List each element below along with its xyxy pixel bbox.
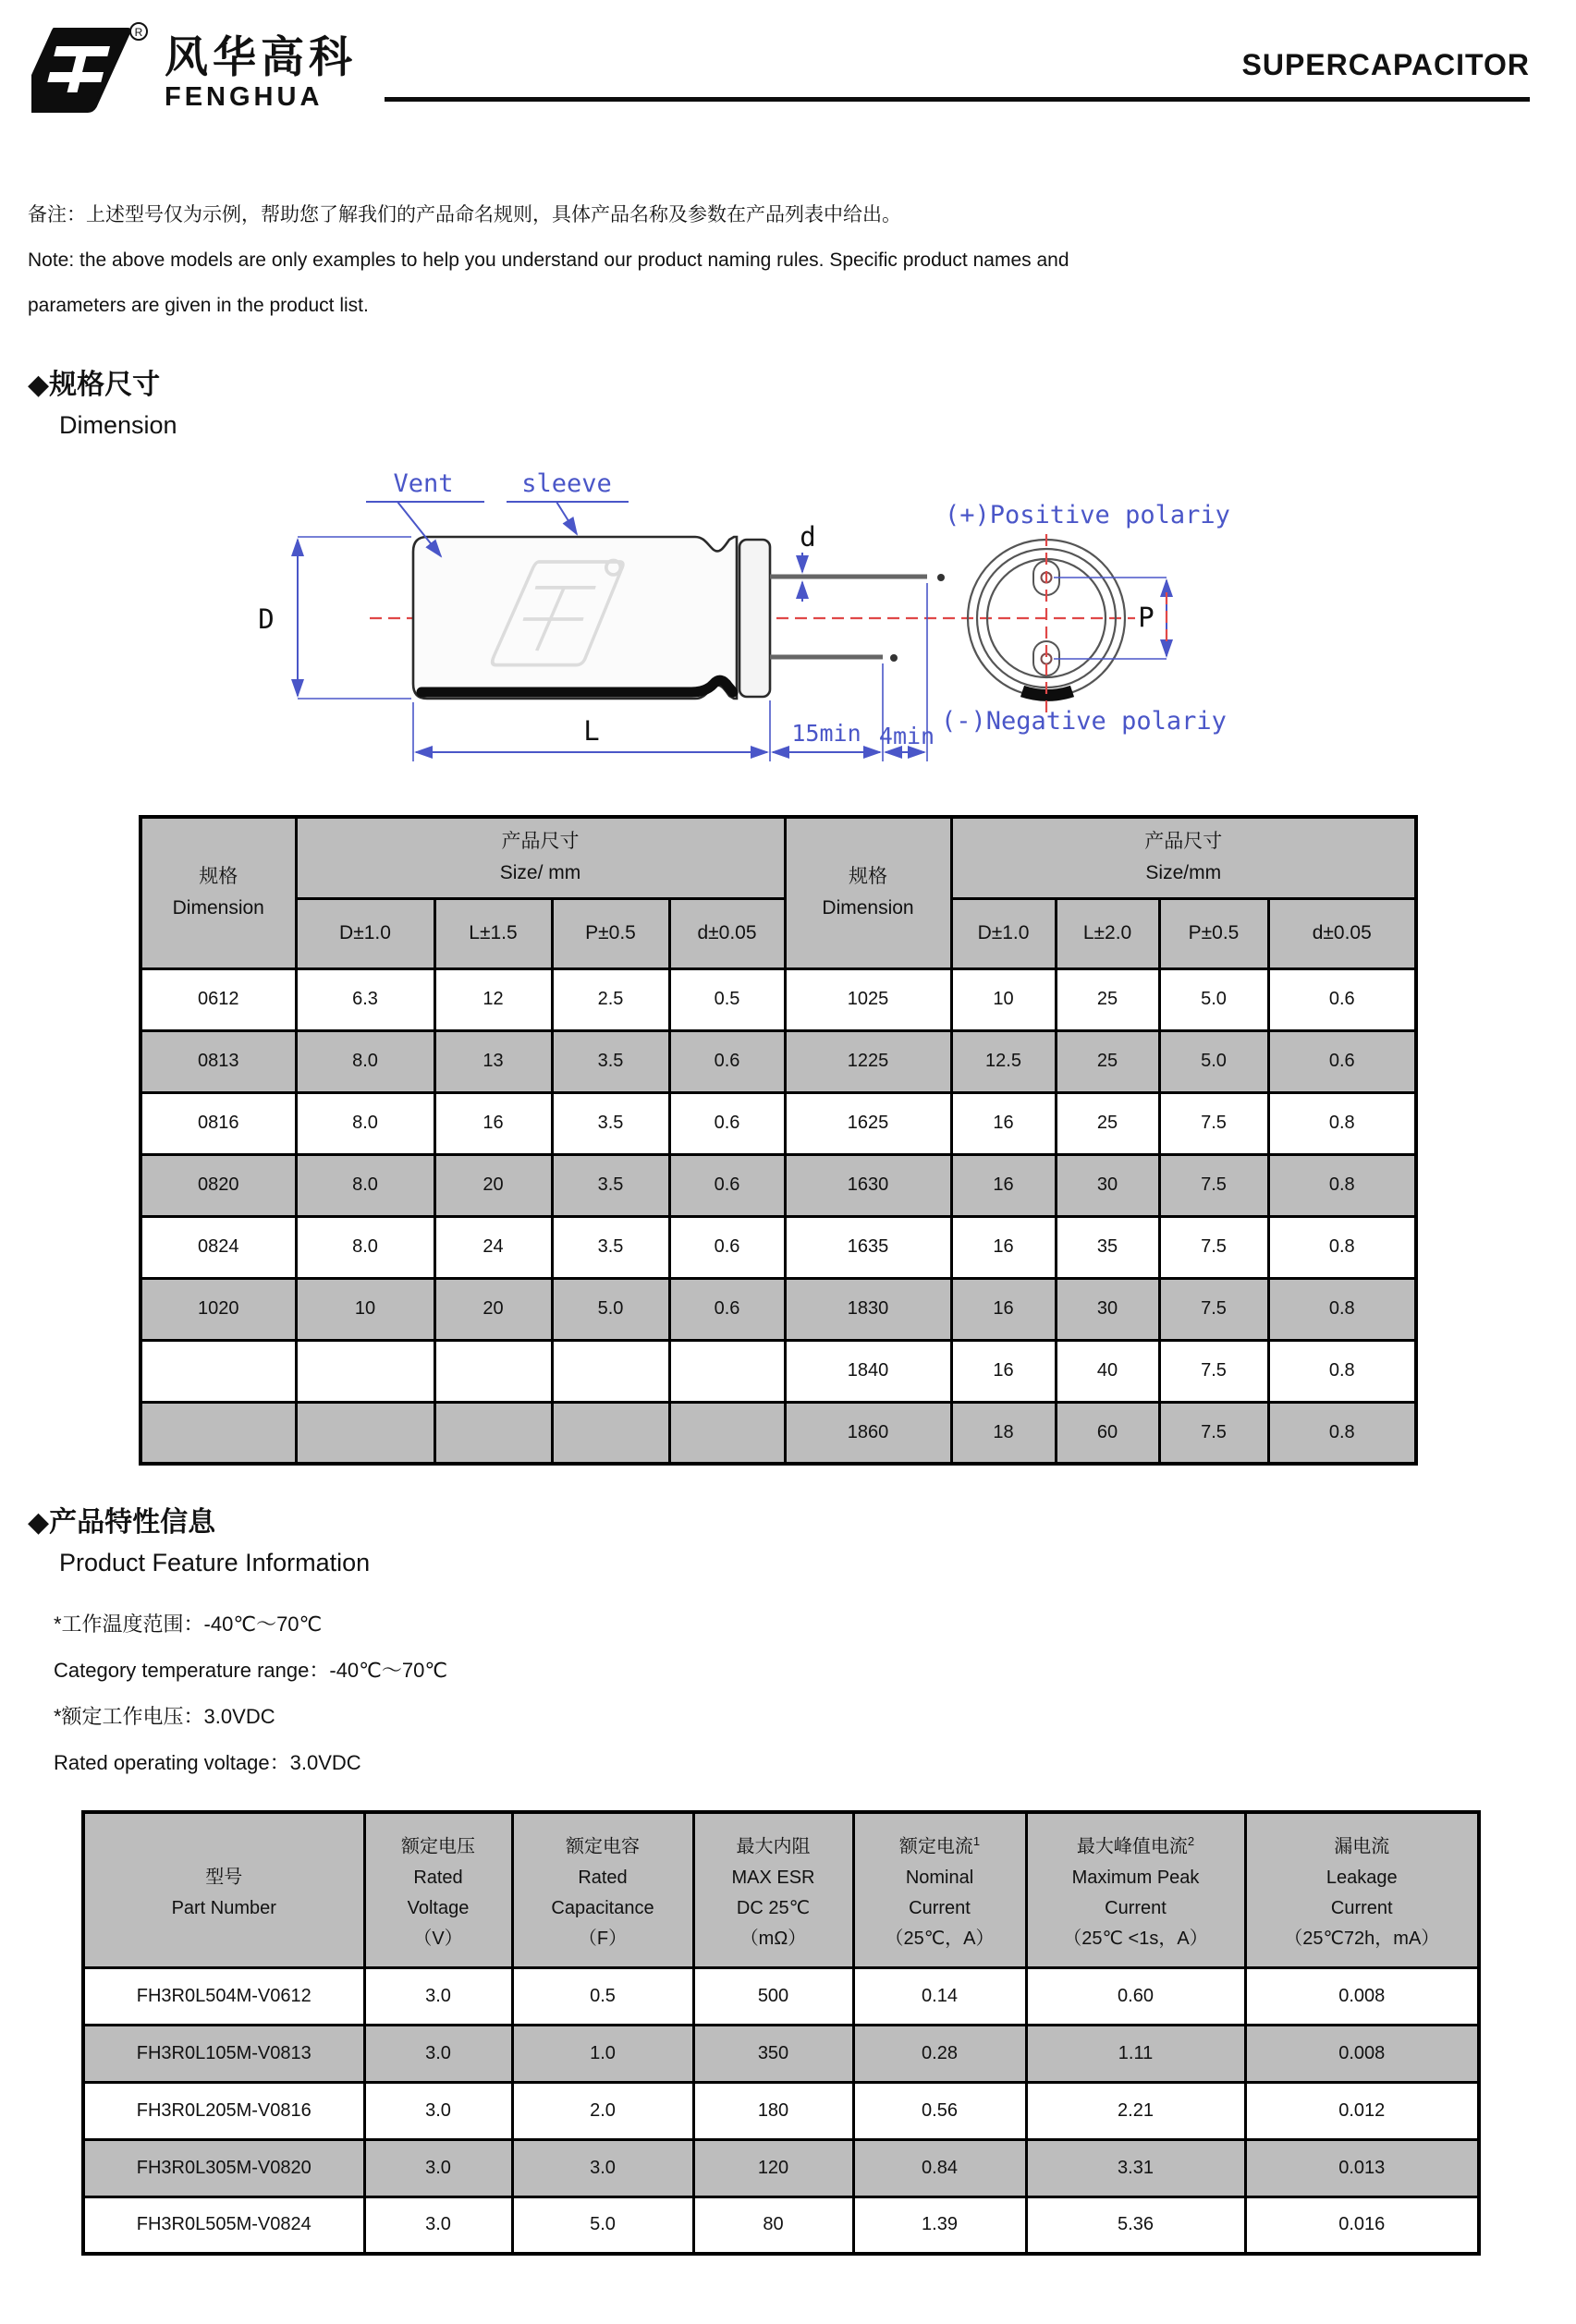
table-cell: 0.60 (1026, 1967, 1245, 2025)
max-esr-header: 最大内阻 MAX ESR DC 25℃ （mΩ） (693, 1812, 853, 1967)
table-cell: 12.5 (951, 1030, 1056, 1092)
temp-range-cn: *工作温度范围：-40℃～70℃ (54, 1612, 323, 1636)
table-cell: 1.0 (512, 2025, 693, 2082)
table-cell: 1830 (785, 1278, 951, 1340)
table-cell: 0824 (140, 1216, 296, 1278)
leakage-current-header: 漏电流 Leakage Current （25℃72h，mA） (1245, 1812, 1479, 1967)
registered-mark: R (134, 26, 143, 39)
table-cell: 0.008 (1245, 1967, 1479, 2025)
table-cell (140, 1402, 296, 1464)
table-cell: 16 (951, 1216, 1056, 1278)
brand-name-en: FENGHUA (165, 82, 324, 112)
table-cell (140, 1340, 296, 1402)
table-cell: 18 (951, 1402, 1056, 1464)
table-cell: 25 (1056, 968, 1159, 1030)
feature-notes (54, 1601, 1576, 1786)
table-cell: 12 (434, 968, 552, 1030)
table-cell: 0.012 (1245, 2082, 1479, 2139)
table-cell: 7.5 (1159, 1402, 1268, 1464)
sleeve-label: sleeve (521, 469, 612, 498)
table-cell: 16 (951, 1092, 1056, 1154)
table-cell: 0.84 (853, 2139, 1026, 2196)
col-header: D±1.0 (296, 898, 434, 968)
table-cell: 1.11 (1026, 2025, 1245, 2082)
table-cell: FH3R0L205M-V0816 (83, 2082, 364, 2139)
table-cell: 3.5 (552, 1092, 669, 1154)
col-header: L±1.5 (434, 898, 552, 968)
table-cell (434, 1340, 552, 1402)
fenghua-logo-icon (31, 20, 150, 116)
col-header: P±0.5 (1159, 898, 1268, 968)
table-cell: 0.8 (1268, 1154, 1416, 1216)
table-cell: 1860 (785, 1402, 951, 1464)
table-cell: FH3R0L504M-V0612 (83, 1967, 364, 2025)
table-row (140, 1340, 1416, 1402)
brand-text (165, 20, 357, 116)
table-cell: 20 (434, 1278, 552, 1340)
rated-voltage-en: Rated operating voltage：3.0VDC (54, 1751, 361, 1774)
table-cell: 5.0 (512, 2196, 693, 2254)
table-cell: FH3R0L105M-V0813 (83, 2025, 364, 2082)
table-row (83, 2082, 1479, 2139)
col-header: d±0.05 (669, 898, 785, 968)
negative-polarity-label: (-)Negative polariy (941, 707, 1227, 736)
table-cell: 1630 (785, 1154, 951, 1216)
table-cell: 6.3 (296, 968, 434, 1030)
table-cell: 350 (693, 2025, 853, 2082)
lead-min-label: 15min (791, 720, 861, 747)
table-row (140, 1216, 1416, 1278)
table-cell: 1025 (785, 968, 951, 1030)
table-cell: 7.5 (1159, 1216, 1268, 1278)
feature-table (81, 1810, 1481, 2256)
table-row (140, 1278, 1416, 1340)
table-cell: 3.31 (1026, 2139, 1245, 2196)
page-header (0, 0, 1576, 116)
table-cell: 7.5 (1159, 1154, 1268, 1216)
table-cell: 0.5 (512, 1967, 693, 2025)
table-cell: 0.5 (669, 968, 785, 1030)
col-header: d±0.05 (1268, 898, 1416, 968)
col-header: P±0.5 (552, 898, 669, 968)
table-cell: 1635 (785, 1216, 951, 1278)
table-cell: 3.5 (552, 1030, 669, 1092)
vent-label: Vent (393, 469, 454, 498)
pitch-label: P (1138, 602, 1155, 633)
table-cell: 0612 (140, 968, 296, 1030)
table-cell: 1.39 (853, 2196, 1026, 2254)
rated-capacitance-header: 额定电容 Rated Capacitance （F） (512, 1812, 693, 1967)
rated-voltage-header: 额定电压 Rated Voltage （V） (364, 1812, 512, 1967)
table-cell (669, 1402, 785, 1464)
table-cell: 0.008 (1245, 2025, 1479, 2082)
table-cell: 24 (434, 1216, 552, 1278)
brand-name-cn: 风华高科 (165, 32, 357, 81)
table-cell: 0813 (140, 1030, 296, 1092)
table-cell: 8.0 (296, 1154, 434, 1216)
dimension-section-title-cn: ◆规格尺寸 (28, 370, 161, 400)
table-cell: 7.5 (1159, 1340, 1268, 1402)
page-title: SUPERCAPACITOR (1241, 48, 1530, 81)
table-row (140, 1092, 1416, 1154)
table-cell: 40 (1056, 1340, 1159, 1402)
spec-header-right: 规格 Dimension (785, 817, 951, 968)
table-cell: 8.0 (296, 1030, 434, 1092)
rated-voltage-cn: *额定工作电压：3.0VDC (54, 1705, 275, 1728)
table-cell: 2.21 (1026, 2082, 1245, 2139)
table-cell: 5.36 (1026, 2196, 1245, 2254)
header-right (385, 20, 1530, 116)
table-cell: 3.0 (364, 2082, 512, 2139)
table-cell: 1225 (785, 1030, 951, 1092)
table-cell: 80 (693, 2196, 853, 2254)
table-cell: 0.6 (1268, 968, 1416, 1030)
table-cell: 20 (434, 1154, 552, 1216)
note-line-en1: Note: the above models are only examples to help you understand our product naming rules. Specific product names and (28, 249, 1069, 271)
table-cell: 13 (434, 1030, 552, 1092)
table-cell: 25 (1056, 1030, 1159, 1092)
table-cell: 500 (693, 1967, 853, 2025)
table-cell: 0.016 (1245, 2196, 1479, 2254)
table-cell: 0.56 (853, 2082, 1026, 2139)
table-cell: 1020 (140, 1278, 296, 1340)
table-cell: 1625 (785, 1092, 951, 1154)
table-cell: 3.5 (552, 1154, 669, 1216)
size-header-left: 产品尺寸 Size/ mm (296, 817, 785, 898)
note-block (28, 192, 1548, 328)
header-divider (385, 97, 1530, 102)
note-line-en2: parameters are given in the product list. (28, 295, 369, 316)
lead-tip-dot (890, 654, 898, 662)
table-cell: 35 (1056, 1216, 1159, 1278)
col-header: L±2.0 (1056, 898, 1159, 968)
table-cell: 3.0 (512, 2139, 693, 2196)
temp-range-en: Category temperature range：-40℃～70℃ (54, 1659, 448, 1682)
table-cell: 3.0 (364, 2025, 512, 2082)
table-cell: 0.6 (669, 1154, 785, 1216)
lead-diameter-label: d (800, 521, 816, 553)
size-header-right: 产品尺寸 Size/mm (951, 817, 1416, 898)
table-cell (552, 1402, 669, 1464)
table-cell: 3.0 (364, 2196, 512, 2254)
table-row (83, 1967, 1479, 2025)
table-row (140, 1402, 1416, 1464)
table-cell: 16 (951, 1154, 1056, 1216)
table-cell: 0.6 (669, 1092, 785, 1154)
table-row (140, 1030, 1416, 1092)
table-cell: 0.8 (1268, 1092, 1416, 1154)
table-cell: 5.0 (1159, 968, 1268, 1030)
feature-section-title-cn: ◆产品特性信息 (28, 1507, 216, 1538)
table-cell: FH3R0L505M-V0824 (83, 2196, 364, 2254)
table-cell: 0820 (140, 1154, 296, 1216)
table-cell: 30 (1056, 1154, 1159, 1216)
feature-section-title-en: Product Feature Information (59, 1549, 371, 1576)
tip-min-label: 4min (878, 723, 935, 749)
col-header: D±1.0 (951, 898, 1056, 968)
table-cell: 16 (951, 1340, 1056, 1402)
table-cell: 8.0 (296, 1216, 434, 1278)
dimension-diagram (0, 449, 1576, 800)
spec-header-left: 规格 Dimension (140, 817, 296, 968)
table-cell: 0.6 (669, 1278, 785, 1340)
table-cell: 0.14 (853, 1967, 1026, 2025)
brand-logo (31, 20, 385, 116)
table-cell: 16 (951, 1278, 1056, 1340)
table-cell: 0.8 (1268, 1216, 1416, 1278)
dimension-section-title-en: Dimension (59, 411, 177, 439)
seal-cap (739, 540, 770, 697)
table-cell: 0.28 (853, 2025, 1026, 2082)
table-cell: 0816 (140, 1092, 296, 1154)
table-cell: 5.0 (1159, 1030, 1268, 1092)
table-row (83, 2025, 1479, 2082)
table-cell (434, 1402, 552, 1464)
nominal-current-header: 额定电流$^1$ Nominal Current （25℃，A） (853, 1812, 1026, 1967)
table-cell: 0.013 (1245, 2139, 1479, 2196)
table-cell: 0.6 (669, 1216, 785, 1278)
table-cell: FH3R0L305M-V0820 (83, 2139, 364, 2196)
lead-tip-dot (937, 574, 945, 581)
table-cell: 7.5 (1159, 1092, 1268, 1154)
table-cell (296, 1402, 434, 1464)
table-cell: 0.8 (1268, 1340, 1416, 1402)
table-row (83, 2196, 1479, 2254)
table-cell: 60 (1056, 1402, 1159, 1464)
table-cell: 10 (296, 1278, 434, 1340)
sleeve-leader (556, 502, 577, 534)
table-cell: 16 (434, 1092, 552, 1154)
table-cell: 5.0 (552, 1278, 669, 1340)
table-row (83, 2139, 1479, 2196)
table-cell: 1840 (785, 1340, 951, 1402)
table-cell: 7.5 (1159, 1278, 1268, 1340)
table-cell: 0.6 (669, 1030, 785, 1092)
table-cell: 2.0 (512, 2082, 693, 2139)
table-cell: 10 (951, 968, 1056, 1030)
table-cell: 3.0 (364, 1967, 512, 2025)
table-cell: 120 (693, 2139, 853, 2196)
table-cell: 0.6 (1268, 1030, 1416, 1092)
table-cell: 8.0 (296, 1092, 434, 1154)
table-cell: 2.5 (552, 968, 669, 1030)
diameter-label: D (258, 603, 275, 635)
table-cell (552, 1340, 669, 1402)
table-cell: 30 (1056, 1278, 1159, 1340)
table-cell (296, 1340, 434, 1402)
table-row (140, 968, 1416, 1030)
table-cell: 3.5 (552, 1216, 669, 1278)
table-cell: 3.0 (364, 2139, 512, 2196)
part-number-header: 型号 Part Number (83, 1812, 364, 1967)
table-cell: 180 (693, 2082, 853, 2139)
table-row (140, 1154, 1416, 1216)
positive-polarity-label: (+)Positive polariy (945, 501, 1230, 529)
table-cell: 25 (1056, 1092, 1159, 1154)
length-label: L (583, 715, 600, 747)
dimension-table (139, 815, 1418, 1466)
table-cell: 0.8 (1268, 1402, 1416, 1464)
table-cell (669, 1340, 785, 1402)
peak-current-header: 最大峰值电流$^2$ Maximum Peak Current （25℃ <1s，A） (1026, 1812, 1245, 1967)
table-cell: 0.8 (1268, 1278, 1416, 1340)
note-line-cn: 备注：上述型号仅为示例，帮助您了解我们的产品命名规则，具体产品名称及参数在产品列表中给出。 (28, 204, 901, 225)
